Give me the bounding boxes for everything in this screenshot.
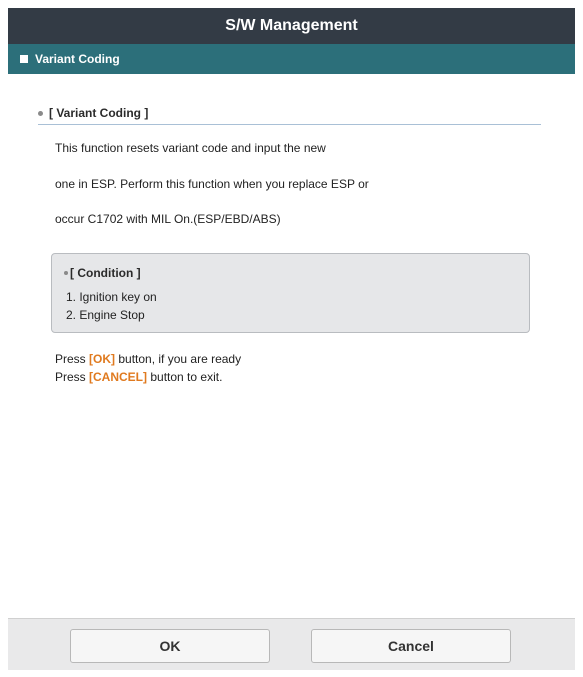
condition-item: 2. Engine Stop [66,308,145,322]
button-footer [8,618,575,670]
instruction-line-cancel [55,370,222,384]
window-title: S/W Management [8,8,575,44]
condition-box [51,253,530,333]
instruction-prefix: Press [55,370,90,384]
instruction-suffix: button to exit. [147,370,223,384]
content-heading-text: [ Variant Coding ] [49,106,149,120]
description-line: one in ESP. Perform this function when you replace ESP or [55,177,369,191]
bullet-dot-icon [64,271,68,275]
section-title: Variant Coding [35,52,120,66]
content-heading [38,102,541,125]
instruction-key: [CANCEL] [89,370,148,384]
square-bullet-icon [20,55,28,63]
description-line: occur C1702 with MIL On.(ESP/EBD/ABS) [55,212,281,226]
ok-button[interactable]: OK [70,629,270,663]
condition-item: 1. Ignition key on [66,290,157,304]
condition-heading-text: [ Condition ] [70,266,141,280]
instruction-suffix: button, if you are ready [115,352,242,366]
condition-heading [64,266,141,280]
instruction-key: [OK] [89,352,116,366]
section-header [8,44,575,74]
bullet-dot-icon [38,111,43,116]
sw-management-window [8,8,575,670]
cancel-button[interactable]: Cancel [311,629,511,663]
instruction-prefix: Press [55,352,90,366]
description-line: This function resets variant code and input the new [55,141,326,155]
instruction-line-ok [55,352,241,366]
